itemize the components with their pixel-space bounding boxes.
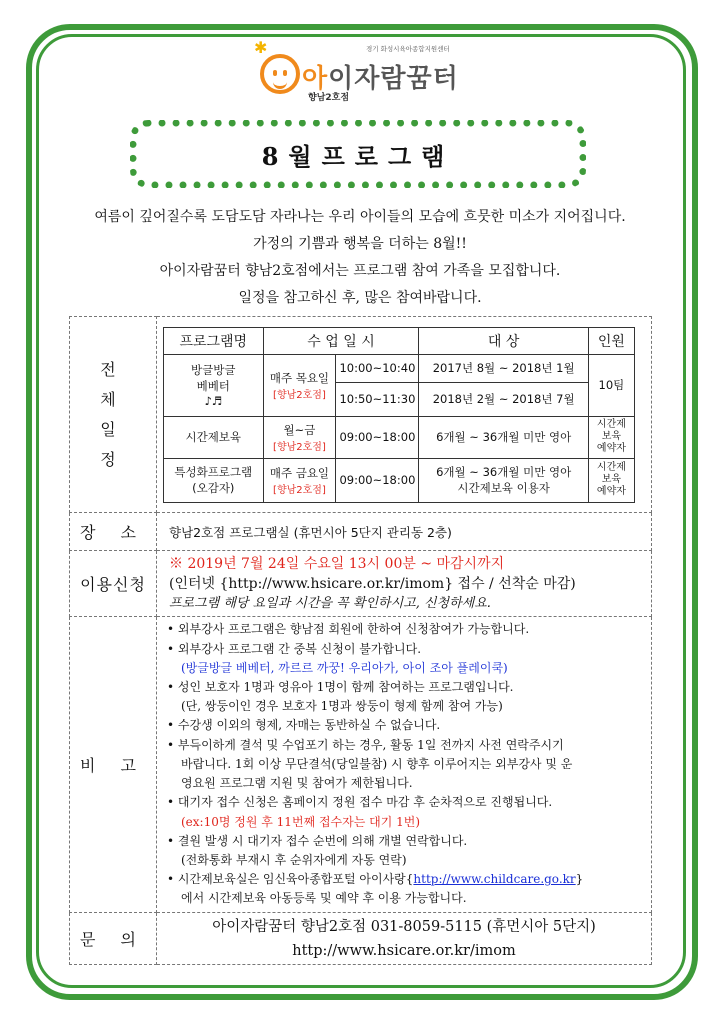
contact-url[interactable]: http://www.hsicare.or.kr/imom — [292, 942, 516, 959]
logo-name: 아이자람꿈터 — [302, 64, 459, 94]
note-item: • 성인 보호자 1명과 영유아 1명이 함께 참여하는 프로그램입니다. — [167, 680, 514, 695]
star-icon: ✱ — [254, 38, 268, 57]
program-name: 시간제보육 — [164, 416, 264, 458]
logo-branch: 향남2호점 — [308, 93, 350, 103]
intro-line: 일정을 참고하신 후, 많은 참여바랍니다. — [238, 290, 482, 306]
childcare-link[interactable]: http://www.childcare.go.kr — [413, 872, 576, 887]
note-item: (ex:10명 정원 후 11번째 접수자는 대기 1번) — [181, 814, 421, 829]
contact-info — [157, 913, 652, 965]
class-day: 매주 금요일 [향남2호점] — [263, 458, 336, 502]
capacity: 시간제 보육 예약자 — [588, 416, 634, 458]
class-time: 09:00~18:00 — [336, 458, 419, 502]
class-time: 09:00~18:00 — [336, 416, 419, 458]
note-item: • 외부강사 프로그램 간 중복 신청이 불가합니다. — [167, 641, 422, 656]
logo-center-name: 경기 화성시육아종합지원센터 — [366, 45, 450, 53]
apply-label: 이용신청 — [70, 551, 157, 617]
contact-label: 문 의 — [70, 913, 157, 965]
schedule-cell — [157, 317, 652, 513]
note-item: 바랍니다. 1회 이상 무단결석(당일불참) 시 향후 이루어지는 외부강사 및 운 — [181, 756, 573, 771]
capacity: 10팀 — [588, 354, 634, 416]
class-time: 10:50~11:30 — [336, 382, 419, 416]
note-item: • 시간제보육실은 임신육아종합포털 아이사랑{http://www.childcare.go.kr} — [167, 872, 584, 887]
target-age: 6개월 ~ 36개월 미만 영아 — [419, 416, 588, 458]
schedule-table — [163, 327, 635, 503]
program-name: 방글방글 베베터 ♪♬ — [164, 354, 264, 416]
place-label: 장 소 — [70, 513, 157, 551]
notes-label: 비 고 — [70, 617, 157, 913]
capacity: 시간제 보육 예약자 — [588, 458, 634, 502]
program-name: 특성화프로그램 (오감자) — [164, 458, 264, 502]
place-text: 향남2호점 프로그램실 (휴먼시아 5단지 관리동 2층) — [157, 513, 652, 551]
header-program: 프로그램명 — [164, 327, 264, 354]
apply-info — [157, 551, 652, 617]
apply-note: 프로그램 해당 요일과 시간을 꼭 확인하시고, 신청하세요. — [169, 595, 491, 611]
header-count: 인원 — [588, 327, 634, 354]
intro-line: 아이자람꿈터 향남2호점에서는 프로그램 참여 가족을 모집합니다. — [159, 263, 561, 279]
class-day: 매주 목요일 [향남2호점] — [263, 354, 336, 416]
schedule-label: 전 체 일 정 — [70, 317, 157, 513]
note-item: 영요원 프로그램 지원 및 참여가 제한됩니다. — [181, 776, 413, 791]
note-item: 에서 시간제보육 아동등록 및 예약 후 이용 가능합니다. — [181, 891, 467, 906]
note-item: • 외부강사 프로그램은 향남점 회원에 한하여 신청참여가 가능합니다. — [167, 622, 530, 637]
smile-face-icon — [260, 54, 300, 94]
note-item: (방글방글 베베터, 까르르 까꿍! 우리아가, 아이 조아 플레이쿡) — [181, 660, 508, 675]
note-item: • 대기자 접수 신청은 홈페이지 정원 접수 마감 후 순차적으로 진행됩니다. — [167, 795, 553, 810]
page-title: 8월프로그램 — [261, 141, 455, 171]
class-time: 10:00~10:40 — [336, 354, 419, 382]
target-age: 2018년 2월 ~ 2018년 7월 — [419, 382, 588, 416]
header-target: 대 상 — [419, 327, 588, 354]
info-table — [69, 316, 652, 965]
apply-method: (인터넷 {http://www.hsicare.or.kr/imom} 접수 / 선착순 마감) — [169, 575, 576, 592]
intro-line: 가정의 기쁨과 행복을 더하는 8월!! — [253, 236, 467, 252]
title-box — [130, 120, 586, 188]
class-day: 월~금 [향남2호점] — [263, 416, 336, 458]
target-age: 2017년 8월 ~ 2018년 1월 — [419, 354, 588, 382]
contact-phone: 아이자람꿈터 향남2호점 031-8059-5115 (휴먼시아 5단지) — [212, 918, 596, 935]
notes-list — [157, 617, 652, 913]
logo — [254, 38, 494, 104]
apply-period: ※ 2019년 7월 24일 수요일 13시 00분 ~ 마감시까지 — [169, 555, 505, 572]
note-item: (단, 쌍둥이인 경우 보호자 1명과 쌍둥이 형제 함께 참여 가능) — [181, 699, 503, 714]
note-item: • 결원 발생 시 대기자 접수 순번에 의해 개별 연락합니다. — [167, 833, 468, 848]
intro-line: 여름이 깊어질수록 도담도담 자라나는 우리 아이들의 모습에 흐뭇한 미소가 지어집니다. — [94, 209, 626, 225]
header-time: 수 업 일 시 — [263, 327, 419, 354]
target-age: 6개월 ~ 36개월 미만 영아 시간제보육 이용자 — [419, 458, 588, 502]
note-item: • 부득이하게 결석 및 수업포기 하는 경우, 활동 1일 전까지 사전 연락주시기 — [167, 737, 564, 752]
note-item: • 수강생 이외의 형제, 자매는 동반하실 수 없습니다. — [167, 718, 441, 733]
intro-text — [60, 204, 660, 312]
note-item: (전화통화 부재시 후 순위자에게 자동 연락) — [181, 852, 407, 867]
